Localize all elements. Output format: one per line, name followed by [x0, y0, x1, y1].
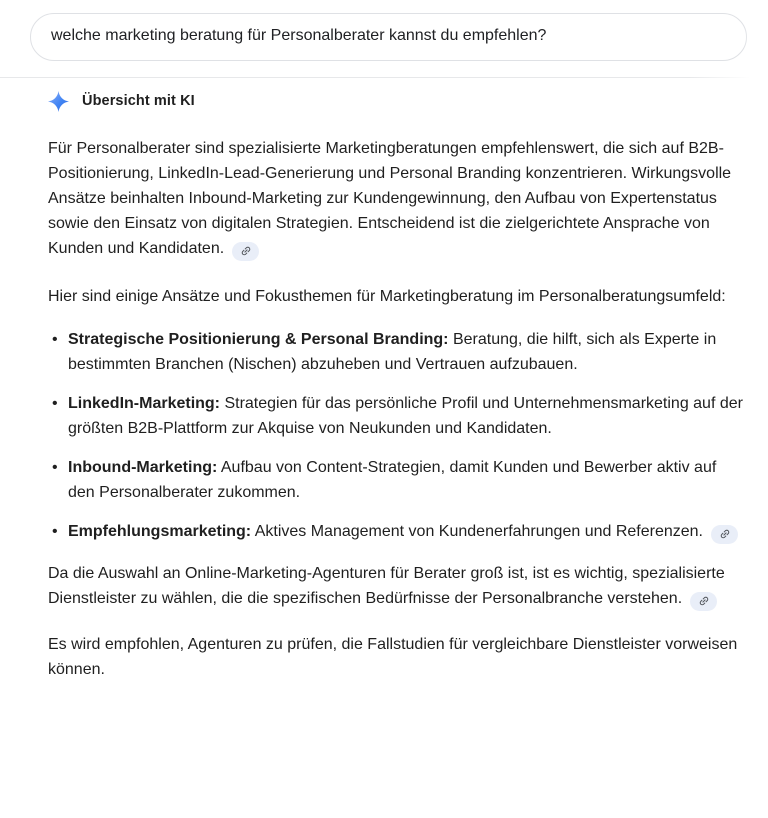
right-edge-fade: [744, 0, 768, 84]
topics-list: [48, 327, 745, 544]
link-icon: [719, 528, 731, 540]
bullet-label: Strategische Positionierung & Personal Branding:: [68, 331, 449, 348]
ai-overview-label: Übersicht mit KI: [82, 93, 195, 109]
header-divider: [0, 77, 750, 78]
bullet-text: Strategien für das persönliche Profil und Unternehmensmarketing auf der größten B2B-Plattform zur Akquise von Neukunden und Kandidaten.: [68, 395, 743, 437]
citation-chip[interactable]: [711, 525, 738, 544]
ai-overview-panel: [48, 90, 745, 682]
citation-chip[interactable]: [690, 592, 717, 611]
search-input[interactable]: [30, 13, 747, 61]
link-icon: [698, 595, 710, 607]
intro-text: Für Personalberater sind spezialisierte Marketingberatungen empfehlenswert, die sich auf B2B-Positionierung, LinkedIn-Lead-Generierung und Personal Branding konzentrieren. Wirkungsvolle Ansätze beinhalten Inbound-Marketing zur Kundengewinnung, den Aufbau von Expertenstatus sowie den Einsatz von digitalen Strategien. Entscheidend ist die zielgerichtete Ansprache von Kunden und Kandidaten.: [48, 140, 732, 257]
citation-chip[interactable]: [232, 242, 259, 261]
list-item: [48, 519, 745, 544]
ai-overview-header: [48, 90, 745, 112]
list-item: [48, 327, 745, 377]
list-item: [48, 391, 745, 441]
bullet-text: Beratung, die hilft, sich als Experte in bestimmten Branchen (Nischen) abzuheben und Vertrauen aufzubauen.: [68, 331, 717, 373]
outro-paragraph-2: Es wird empfohlen, Agenturen zu prüfen, die Fallstudien für vergleichbare Dienstleister vorweisen können.: [48, 636, 738, 678]
outro-paragraph-1: [48, 561, 745, 611]
bullet-text: Aufbau von Content-Strategien, damit Kunden und Bewerber aktiv auf den Personalberater zukommen.: [68, 459, 717, 501]
link-icon: [240, 245, 252, 257]
bullet-label: LinkedIn-Marketing:: [68, 395, 221, 412]
outro1-text: Da die Auswahl an Online-Marketing-Agenturen für Berater groß ist, ist es wichtig, spezialisierte Dienstleister zu wählen, die die spezifischen Bedürfnisse der Personalbranche verstehen.: [48, 565, 725, 607]
list-intro-paragraph: Hier sind einige Ansätze und Fokusthemen für Marketingberatung im Personalberatungsumfeld:: [48, 288, 726, 305]
list-item: [48, 455, 745, 505]
gemini-spark-icon: [48, 91, 69, 112]
bullet-text: Aktives Management von Kundenerfahrungen und Referenzen.: [251, 523, 703, 540]
bullet-label: Empfehlungsmarketing:: [68, 523, 252, 540]
intro-paragraph: [48, 136, 745, 261]
bullet-label: Inbound-Marketing:: [68, 459, 218, 476]
